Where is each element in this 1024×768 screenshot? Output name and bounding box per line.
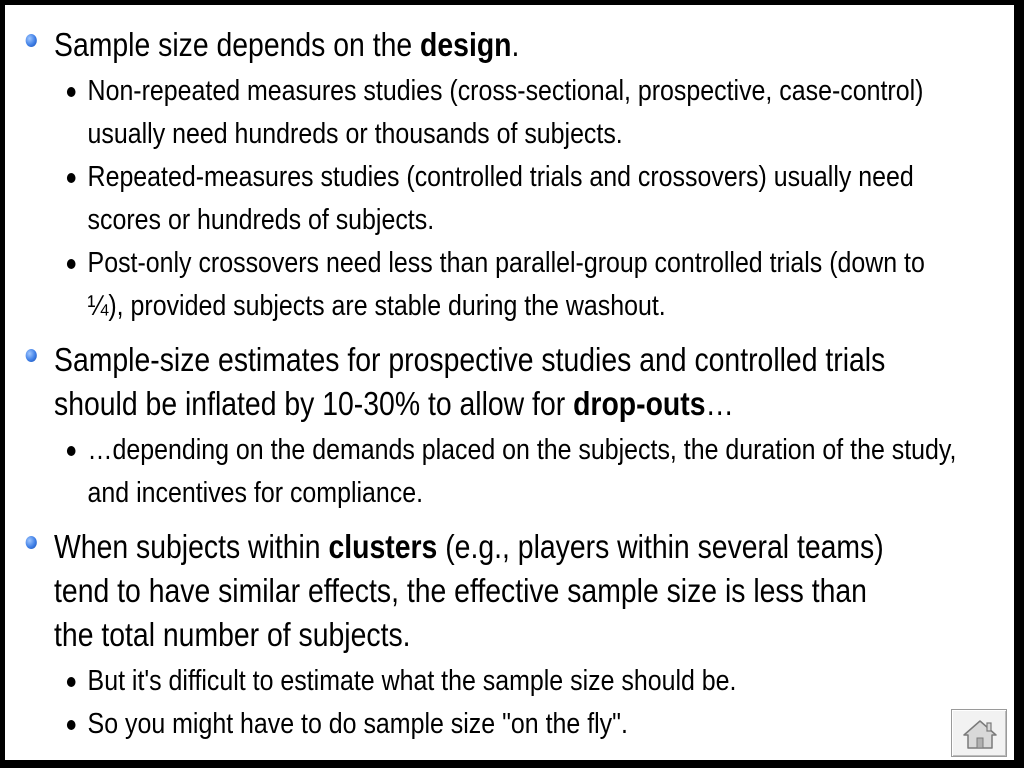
bullet-3-text: When subjects within clusters (e.g., players within several teams) tend to have similar effects, the effective sample size is less than the total number of subjects.: [54, 528, 884, 653]
bullet-2-bold: drop-outs: [573, 385, 706, 422]
sub-bullet-text: …depending on the demands placed on the subjects, the duration of the study, and incentives for compliance.: [87, 434, 957, 509]
sub-bullet-marker: [67, 446, 76, 456]
bullet-1-marker: [26, 34, 37, 47]
bullet-1: [5, 23, 934, 67]
slide: [5, 5, 1014, 760]
sub-bullet-marker: [67, 173, 76, 183]
sub-bullet-text: Repeated-measures studies (controlled trials and crossovers) usually need scores or hundreds of subjects.: [87, 161, 914, 236]
bullet-3-sub-2: [5, 703, 977, 746]
bullet-1-text: Sample size depends on the design.: [54, 26, 520, 63]
sub-bullet-marker: [67, 677, 76, 687]
bullet-2-marker: [26, 349, 37, 362]
bullet-1-sub-2: [5, 156, 977, 242]
sub-bullet-marker: [67, 87, 76, 97]
sub-bullet-marker: [67, 259, 76, 269]
bullet-3-bold: clusters: [328, 528, 438, 565]
sub-bullet-text: But it's difficult to estimate what the sample size should be.: [87, 665, 737, 697]
bullet-2-text: Sample-size estimates for prospective studies and controlled trials should be inflated by 10-30% to allow for drop-outs…: [54, 341, 886, 422]
home-icon: [962, 718, 998, 750]
sub-bullet-marker: [67, 720, 76, 730]
bullet-3-marker: [26, 536, 37, 549]
bullet-1-sub-3: [5, 242, 977, 328]
sub-bullet-text: So you might have to do sample size "on the fly".: [87, 708, 628, 740]
bullet-2: [5, 338, 934, 426]
home-button[interactable]: [951, 709, 1007, 757]
bullet-3: [5, 525, 934, 657]
bullet-1-bold: design: [420, 26, 512, 63]
slide-content: [5, 23, 1014, 746]
sub-bullet-text: Post-only crossovers need less than parallel-group controlled trials (down to ¼), provided subjects are stable during the washout.: [87, 247, 925, 322]
bullet-1-sub-1: [5, 70, 977, 156]
bullet-3-sub-1: [5, 660, 977, 703]
sub-bullet-text: Non-repeated measures studies (cross-sectional, prospective, case-control) usually need hundreds or thousands of subjects.: [87, 75, 924, 150]
bullet-2-sub-1: [5, 429, 977, 515]
